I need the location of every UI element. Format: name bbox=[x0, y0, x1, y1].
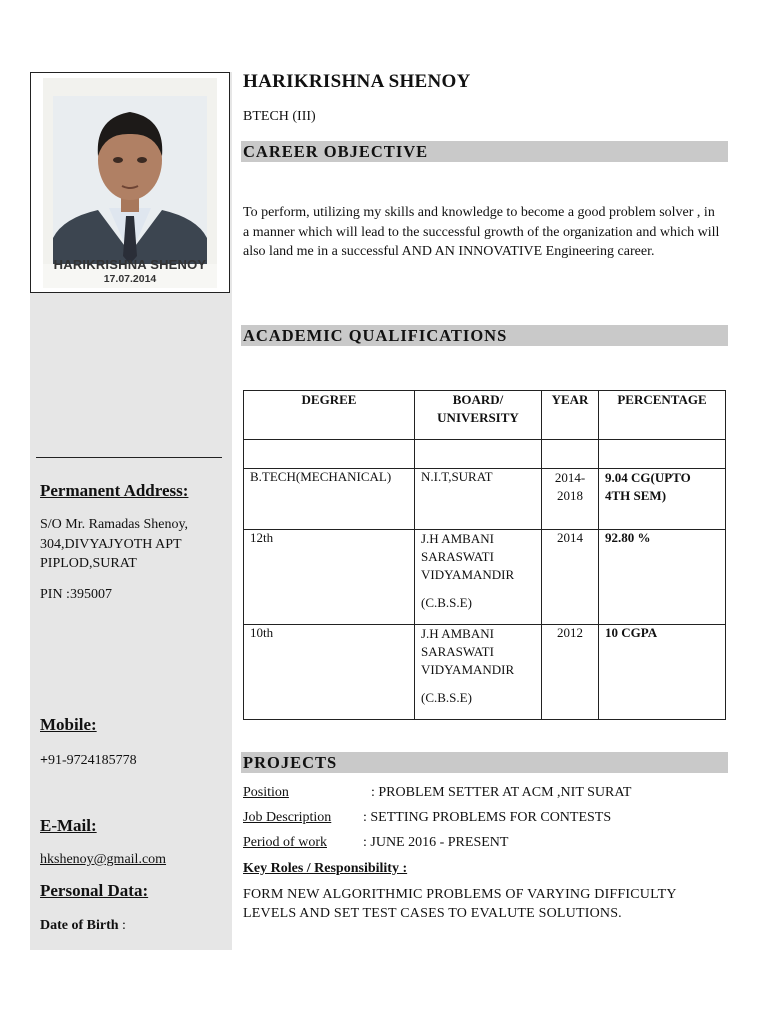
header-board: BOARD/ UNIVERSITY bbox=[415, 391, 542, 440]
table-spacer-row bbox=[244, 440, 726, 469]
table-row bbox=[244, 530, 726, 625]
cell-board: N.I.T,SURAT bbox=[415, 469, 542, 530]
mobile-digits: 91-9724185778 bbox=[47, 753, 137, 768]
period-label: Period of work bbox=[243, 835, 327, 850]
cell-degree: B.TECH(MECHANICAL) bbox=[244, 469, 415, 530]
project-position-row bbox=[243, 785, 631, 801]
cell-result: 10 CGPA bbox=[599, 625, 726, 720]
cell-year: 2012 bbox=[542, 625, 599, 720]
address-block bbox=[40, 515, 188, 574]
dob-label: Date of Birth bbox=[40, 918, 119, 933]
position-value: : PROBLEM SETTER AT ACM ,NIT SURAT bbox=[371, 785, 632, 800]
spacer-cell bbox=[599, 440, 726, 469]
board-affiliation: (C.B.S.E) bbox=[421, 595, 472, 610]
cell-board bbox=[415, 625, 542, 720]
dob-row bbox=[40, 916, 126, 936]
board-affiliation: (C.B.S.E) bbox=[421, 690, 472, 705]
position-label: Position bbox=[243, 785, 289, 800]
project-job-row bbox=[243, 810, 611, 826]
cell-board bbox=[415, 530, 542, 625]
profile-photo bbox=[43, 78, 217, 288]
job-label: Job Description bbox=[243, 810, 332, 825]
cell-result: 9.04 CG(UPTO 4TH SEM) bbox=[599, 469, 726, 530]
header-percentage: PERCENTAGE bbox=[599, 391, 726, 440]
candidate-name: HARIKRISHNA SHENOY bbox=[243, 71, 471, 92]
mobile-prefix: + bbox=[40, 753, 48, 768]
table-row bbox=[244, 469, 726, 530]
cell-year: 2014 bbox=[542, 530, 599, 625]
candidate-degree: BTECH (III) bbox=[243, 109, 316, 124]
address-line-3: PIPLOD,SURAT bbox=[40, 556, 137, 571]
period-value: : JUNE 2016 - PRESENT bbox=[363, 835, 509, 850]
header-year: YEAR bbox=[542, 391, 599, 440]
email-address[interactable]: hkshenoy@gmail.com bbox=[40, 852, 167, 867]
academic-heading: ACADEMIC QUALIFICATIONS bbox=[241, 325, 728, 346]
career-objective-heading: CAREER OBJECTIVE bbox=[241, 141, 728, 162]
cell-degree: 12th bbox=[244, 530, 415, 625]
pin-code: PIN :395007 bbox=[40, 587, 112, 602]
cell-result: 92.80 % bbox=[599, 530, 726, 625]
key-roles-text: FORM NEW ALGORITHMIC PROBLEMS OF VARYING DIFFICULTY LEVELS AND SET TEST CASES TO EVALUTE SOLUTIONS. bbox=[243, 887, 677, 921]
spacer-cell bbox=[244, 440, 415, 469]
sidebar-divider bbox=[36, 457, 222, 458]
cell-degree: 10th bbox=[244, 625, 415, 720]
projects-heading: PROJECTS bbox=[241, 752, 728, 773]
profile-photo-frame bbox=[30, 72, 230, 293]
dob-separator: : bbox=[118, 918, 126, 933]
address-line-1: S/O Mr. Ramadas Shenoy, bbox=[40, 517, 189, 532]
board-name: J.H AMBANI SARASWATI VIDYAMANDIR bbox=[421, 531, 515, 582]
photo-date: 17.07.2014 bbox=[103, 273, 157, 285]
spacer-cell bbox=[415, 440, 542, 469]
photo-caption: HARIKRISHNA SHENOY bbox=[53, 257, 207, 272]
board-name: J.H AMBANI SARASWATI VIDYAMANDIR bbox=[421, 626, 515, 677]
address-heading: Permanent Address: bbox=[40, 481, 189, 500]
header-degree: DEGREE bbox=[244, 391, 415, 440]
key-roles-heading: Key Roles / Responsibility : bbox=[243, 861, 408, 876]
academic-table bbox=[243, 390, 726, 720]
mobile-number bbox=[40, 751, 137, 771]
table-row bbox=[244, 625, 726, 720]
project-period-row bbox=[243, 835, 508, 851]
table-header-row bbox=[244, 391, 726, 440]
email-heading: E-Mail: bbox=[40, 816, 97, 835]
spacer-cell bbox=[542, 440, 599, 469]
career-objective-text: To perform, utilizing my skills and knowledge to become a good problem solver , in a manner which will lead to the successful growth of the organization and which will also land me in a successful AND AN INNOVATIVE Engineering career. bbox=[243, 205, 720, 259]
mobile-heading: Mobile: bbox=[40, 715, 97, 734]
personal-data-heading: Personal Data: bbox=[40, 881, 149, 900]
address-line-2: 304,DIVYAJYOTH APT bbox=[40, 536, 182, 552]
cell-year: 2014-2018 bbox=[542, 469, 599, 530]
job-value: : SETTING PROBLEMS FOR CONTESTS bbox=[363, 810, 612, 825]
